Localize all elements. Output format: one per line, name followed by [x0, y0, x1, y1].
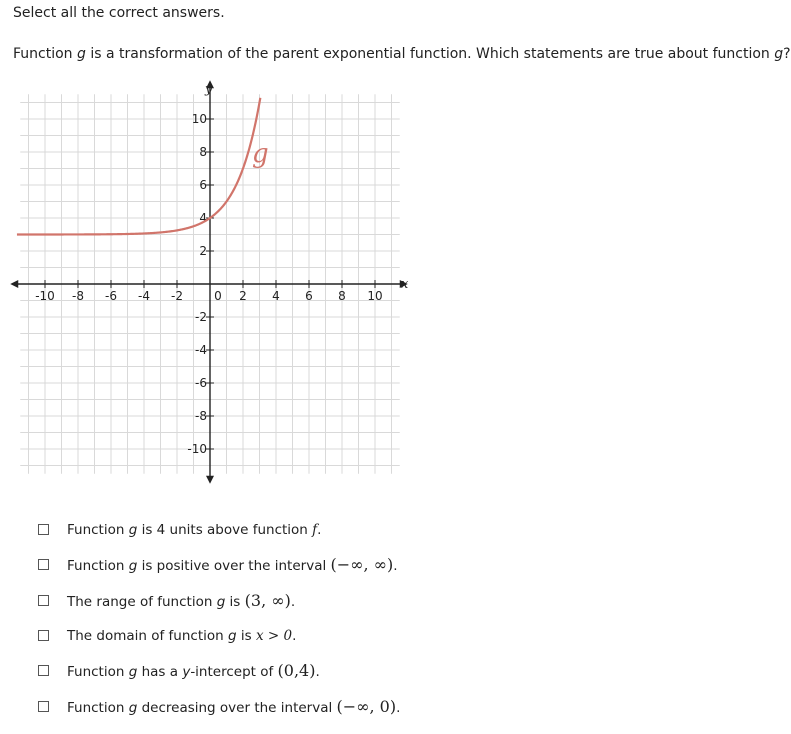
y-axis-label: y [205, 82, 213, 97]
checkbox[interactable] [38, 701, 49, 712]
answer-list [38, 512, 738, 724]
instruction-text: Select all the correct answers. [13, 5, 225, 21]
curve-label: g [252, 139, 269, 169]
y-tick-label: -6 [195, 376, 207, 390]
answer-option-6[interactable] [38, 688, 738, 723]
y-tick-label: -4 [195, 343, 207, 357]
answer-label: Function g is positive over the interval (−∞, ∞). [67, 555, 398, 575]
x-tick-label: 4 [272, 289, 280, 303]
checkbox[interactable] [38, 524, 49, 535]
answer-option-1[interactable] [38, 512, 738, 547]
question-text [13, 46, 791, 62]
question-suffix: ? [783, 46, 791, 62]
x-tick-label: -2 [171, 289, 183, 303]
x-tick-label: -6 [105, 289, 117, 303]
answer-label: Function g is 4 units above function f. [67, 521, 322, 538]
answer-option-5[interactable] [38, 653, 738, 688]
y-tick-label: 10 [191, 112, 207, 126]
x-tick-label: 10 [367, 289, 383, 303]
y-tick-label: 6 [199, 178, 207, 192]
x-axis-label: x [401, 277, 409, 292]
checkbox[interactable] [38, 559, 49, 570]
y-tick-label: -2 [195, 310, 207, 324]
graph-axes [10, 80, 408, 484]
question-prefix: Function [13, 46, 77, 62]
x-tick-label: -4 [138, 289, 150, 303]
x-tick-label: -8 [72, 289, 84, 303]
y-tick-label: -8 [195, 409, 207, 423]
answer-option-4[interactable] [38, 618, 738, 653]
y-tick-label: -10 [187, 442, 207, 456]
answer-label: Function g has a y-intercept of (0,4). [67, 661, 320, 681]
x-tick-label: 0 [214, 289, 222, 303]
answer-label: The domain of function g is x > 0. [67, 627, 297, 644]
x-tick-label: 8 [338, 289, 346, 303]
question-var: g [77, 46, 86, 62]
checkbox[interactable] [38, 665, 49, 676]
y-tick-label: 4 [199, 211, 207, 225]
question-var2: g [774, 46, 784, 62]
answer-label: The range of function g is (3, ∞). [67, 590, 296, 610]
checkbox[interactable] [38, 630, 49, 641]
answer-option-3[interactable] [38, 583, 738, 618]
x-tick-label: 6 [305, 289, 313, 303]
y-tick-label: 8 [199, 145, 207, 159]
y-tick-label: 2 [199, 244, 207, 258]
curve-g [17, 98, 260, 235]
function-graph [0, 78, 420, 478]
answer-option-2[interactable] [38, 547, 738, 582]
x-tick-label: -10 [35, 289, 55, 303]
question-middle: is a transformation of the parent exponential function. Which statements are true about function [85, 46, 775, 62]
answer-label: Function g decreasing over the interval (−∞, 0). [67, 696, 401, 716]
x-tick-label: 2 [239, 289, 247, 303]
checkbox[interactable] [38, 595, 49, 606]
